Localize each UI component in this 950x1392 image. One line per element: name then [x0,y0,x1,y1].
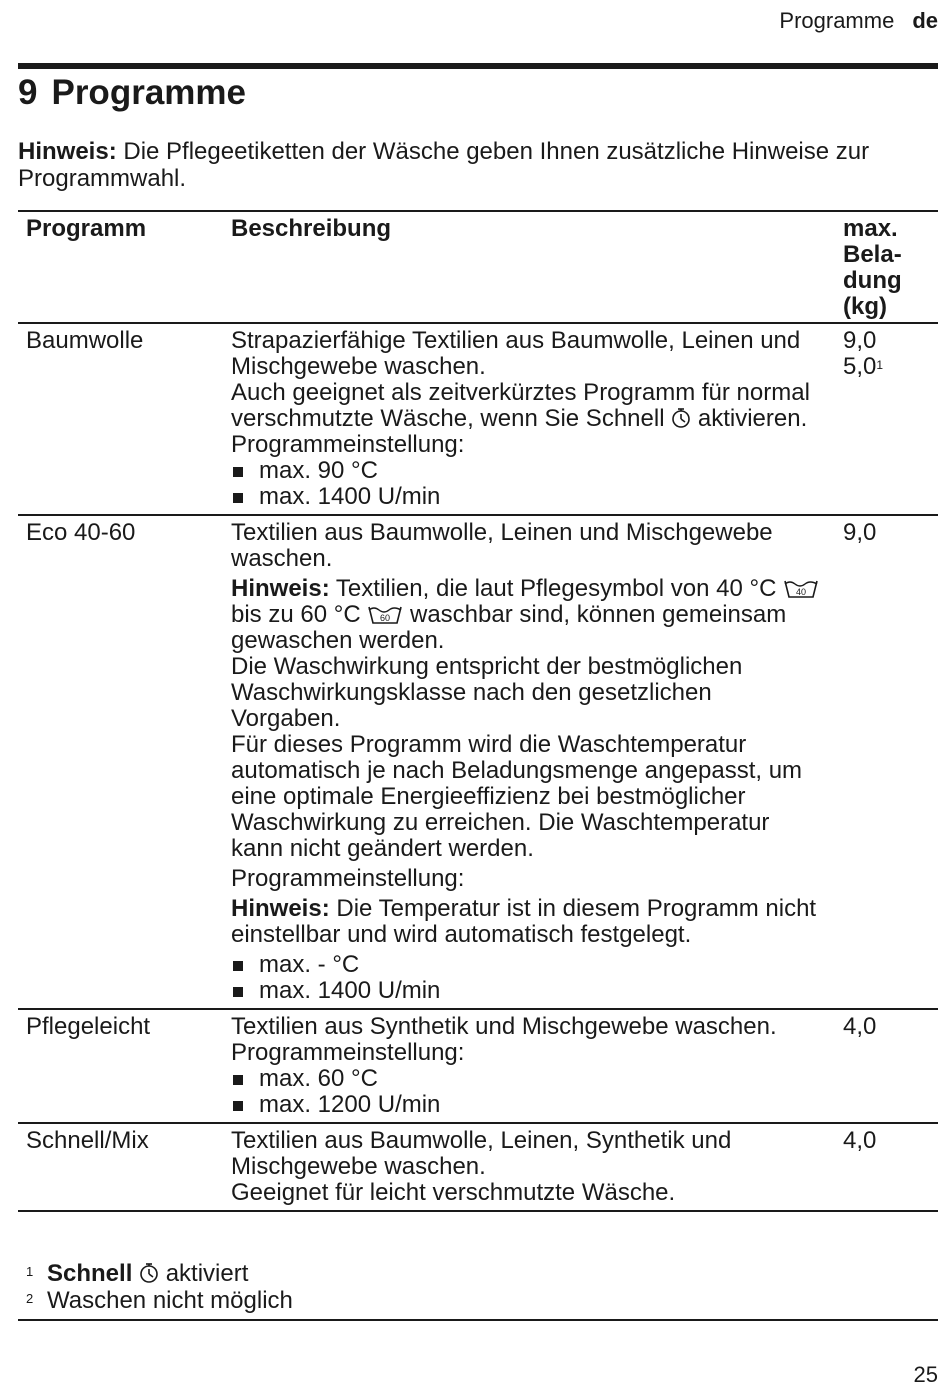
wash-tub-60-icon [367,605,403,625]
program-name: Pflegeleicht [26,1013,151,1040]
list-item-text: max. - °C [259,951,360,978]
wash-tub-40-icon [783,579,819,599]
settings-label: Programmeinstellung: [231,431,465,458]
description-text: Textilien aus Baumwolle, Leinen, Synthetik und Mischgewebe waschen. [231,1127,732,1180]
footnote-ref: 1 [876,358,884,372]
chapter-title-text: Programme [51,73,246,112]
bullet-square-icon [233,961,243,971]
wash-icon-label: 40 [796,587,807,597]
load-value: 4,0 [843,1013,877,1040]
table-row-eco [18,515,938,1009]
load-value: 5,0 [843,353,877,380]
description-text: Textilien aus Synthetik und Mischgewebe waschen. [231,1013,777,1040]
program-name: Eco 40-60 [26,519,136,546]
program-load [835,1009,938,1123]
list-item [231,484,827,510]
list-item [231,458,827,484]
footnote-label: Schnell [47,1260,133,1287]
bullet-square-icon [233,467,243,477]
note-text-part: bis zu 60 °C [231,601,361,628]
intro-note-text: Die Pflegeetiketten der Wäsche geben Ihnen zusätzliche Hinweise zur Programmwahl. [18,138,870,192]
footnote-2 [18,1287,938,1314]
page-number: 25 [913,1362,938,1387]
description-text: Geeignet für leicht verschmutzte Wäsche. [231,1179,676,1206]
header-load-line: Bela- [843,241,902,268]
program-load [835,515,938,1009]
description-text: Strapazierfähige Textilien aus Baumwolle, Leinen und Mischgewebe waschen. [231,327,801,380]
list-item-text: max. 90 °C [259,457,378,484]
running-header-section: Programme [779,8,895,33]
program-description [223,323,835,515]
program-description [223,1009,835,1123]
timer-icon [139,1262,159,1284]
description-text-part: Auch geeignet als zeitverkürztes Programm für normal verschmutzte Wäsche, wenn Sie Schnell [231,379,810,432]
list-item [231,952,827,978]
header-description: Beschreibung [231,215,392,242]
list-item [231,1092,827,1118]
running-header [779,8,938,34]
list-item [231,978,827,1004]
load-value: 9,0 [843,519,877,546]
settings-list [231,458,827,510]
header-load [835,211,938,323]
settings-list [231,1066,827,1118]
program-load [835,323,938,515]
program-name: Baumwolle [26,327,144,354]
load-value: 9,0 [843,327,877,354]
top-rule [18,63,938,69]
note-text-part: waschbar sind, können gemeinsam gewaschen werden. [231,601,787,654]
description-text-part: aktivieren. [697,405,808,432]
list-item-text: max. 1400 U/min [259,483,441,510]
bottom-rule [18,1319,938,1321]
settings-label: Programmeinstellung: [231,865,465,892]
footnote-1 [18,1260,938,1287]
note-label: Hinweis: [231,895,330,922]
bullet-square-icon [233,1101,243,1111]
program-load [835,1123,938,1211]
table-header-row [18,211,938,323]
list-item-text: max. 1200 U/min [259,1091,441,1118]
chapter-title [18,72,246,114]
intro-note-label: Hinweis: [18,138,117,165]
footnote-mark: 2 [26,1291,34,1306]
header-load-line: dung [843,267,902,294]
bullet-square-icon [233,493,243,503]
list-item [231,1066,827,1092]
note-label: Hinweis: [231,575,330,602]
table-row-baumwolle [18,323,938,515]
note-text-part: Textilien, die laut Pflegesymbol von 40 °C [335,575,777,602]
programs-table [18,210,938,1212]
program-description [223,515,835,1009]
footnotes [18,1260,938,1314]
footnote-text: Waschen nicht möglich [47,1287,293,1314]
description-text [231,380,827,432]
description-text: Die Waschwirkung entspricht der bestmöglichen Waschwirkungsklasse nach den gesetzlichen Vorgaben. [231,653,743,732]
timer-icon [671,407,691,429]
intro-note [18,138,938,192]
description-text: Textilien aus Baumwolle, Leinen und Mischgewebe waschen. [231,519,773,572]
list-item-text: max. 1400 U/min [259,977,441,1004]
program-description [223,1123,835,1211]
description-note [231,576,827,654]
table-row-pflegeleicht [18,1009,938,1123]
note-text: Die Temperatur ist in diesem Programm nicht einstellbar und wird automatisch festgelegt. [231,895,817,948]
table-row-schnellmix [18,1123,938,1211]
running-header-language: de [912,8,938,33]
header-load-line: (kg) [843,293,887,320]
footnote-text: aktiviert [165,1260,249,1287]
program-name: Schnell/Mix [26,1127,149,1154]
load-value: 4,0 [843,1127,877,1154]
description-note [231,896,827,948]
wash-icon-label: 60 [380,613,391,623]
description-text: Für dieses Programm wird die Waschtemperatur automatisch je nach Beladungsmenge angepasst, um eine optimale Energieeffizienz bei bestmöglicher Waschwirkung zu erreichen. Die Waschtemperatur kann nicht geändert werden. [231,731,803,862]
footnote-mark: 1 [26,1264,34,1279]
bullet-square-icon [233,1075,243,1085]
header-load-line: max. [843,215,898,242]
bullet-square-icon [233,987,243,997]
chapter-number: 9 [18,73,38,112]
settings-list [231,952,827,1004]
load-value-footnoted [843,354,930,380]
settings-label: Programmeinstellung: [231,1039,465,1066]
header-program: Programm [26,215,147,242]
list-item-text: max. 60 °C [259,1065,378,1092]
